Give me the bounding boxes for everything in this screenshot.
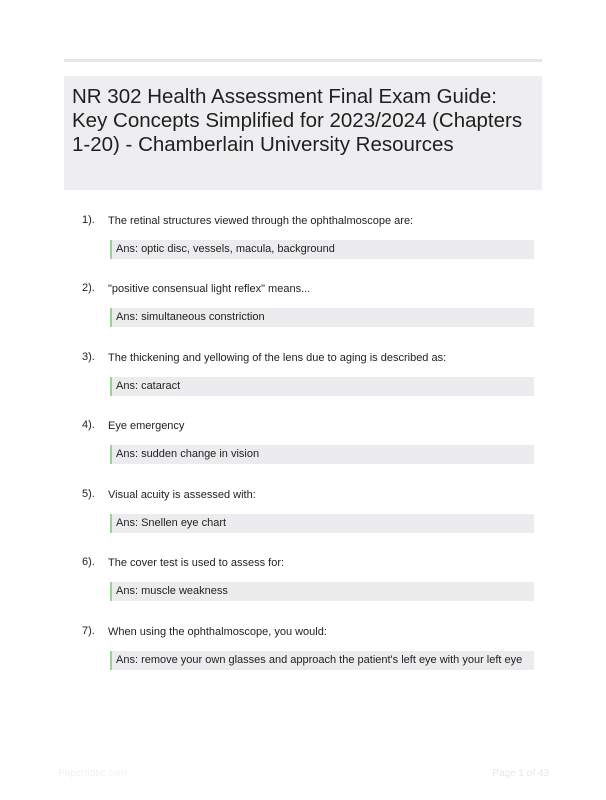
title-banner <box>64 76 542 190</box>
question-number: 2). <box>82 282 95 294</box>
question-item <box>80 281 540 341</box>
answer-box: Ans: cataract <box>110 377 534 396</box>
question-item <box>80 555 540 615</box>
answer-box: Ans: remove your own glasses and approach the patient's left eye with your left eye <box>110 651 534 670</box>
question-item <box>80 624 540 684</box>
question-number: 1). <box>82 214 95 226</box>
answer-box: Ans: muscle weakness <box>110 582 534 601</box>
question-text: The retinal structures viewed through the ophthalmoscope are: <box>108 215 414 227</box>
question-number: 4). <box>82 419 95 431</box>
question-text: "positive consensual light reflex" means... <box>108 283 311 295</box>
question-text: The thickening and yellowing of the lens due to aging is described as: <box>108 352 447 364</box>
answer-box: Ans: Snellen eye chart <box>110 514 534 533</box>
document-title: NR 302 Health Assessment Final Exam Guide: Key Concepts Simplified for 2023/2024 (Chapters 1-20) - Chamberlain University Resources <box>72 85 523 156</box>
question-item <box>80 418 540 478</box>
question-text: Eye emergency <box>108 420 185 432</box>
top-divider <box>64 59 542 62</box>
question-text: The cover test is used to assess for: <box>108 557 285 569</box>
page-number: Page 1 of 43 <box>492 768 549 779</box>
answer-box: Ans: simultaneous constriction <box>110 308 534 327</box>
question-item <box>80 487 540 547</box>
question-item <box>80 213 540 273</box>
answer-box: Ans: optic disc, vessels, macula, background <box>110 240 534 259</box>
question-number: 5). <box>82 488 95 500</box>
watermark-text: Papertiptic.com <box>58 768 127 779</box>
question-item <box>80 350 540 410</box>
question-text: When using the ophthalmoscope, you would: <box>108 626 327 638</box>
question-number: 6). <box>82 556 95 568</box>
question-number: 3). <box>82 351 95 363</box>
question-number: 7). <box>82 625 95 637</box>
question-text: Visual acuity is assessed with: <box>108 489 256 501</box>
answer-box: Ans: sudden change in vision <box>110 445 534 464</box>
